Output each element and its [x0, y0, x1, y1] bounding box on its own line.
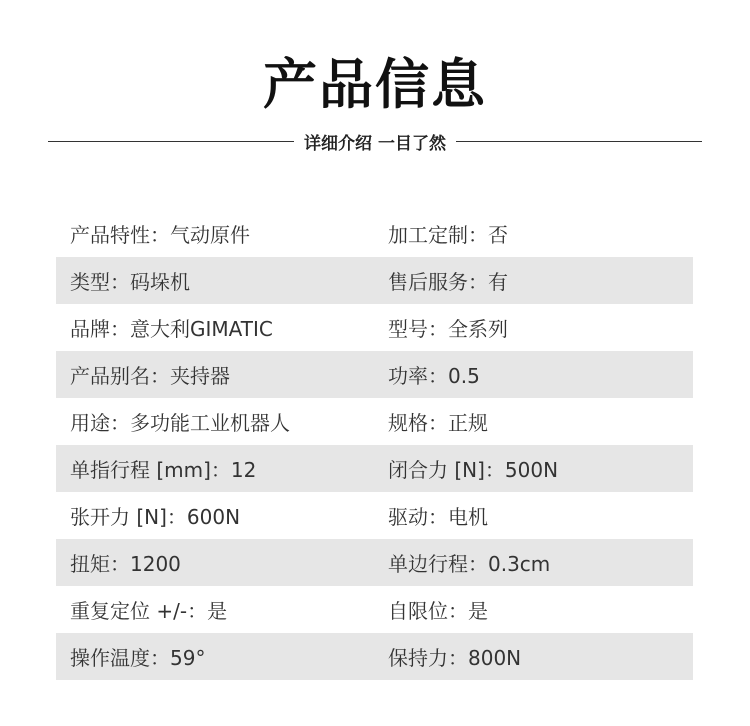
- spec-cell-right: 自限位：是: [388, 599, 488, 623]
- spec-cell-left: 扭矩：1200: [70, 552, 181, 576]
- spec-row: [56, 586, 693, 633]
- spec-row: [56, 351, 693, 398]
- spec-cell-left: 品牌：意大利GIMATIC: [70, 317, 273, 341]
- spec-cell-right: 单边行程：0.3cm: [388, 552, 551, 576]
- spec-row: [56, 257, 693, 304]
- spec-cell-left: 重复定位 +/-：是: [70, 599, 228, 623]
- page-title: 产品信息: [263, 53, 487, 116]
- divider-right: [456, 141, 702, 142]
- spec-cell-right: 保持力：800N: [388, 646, 522, 670]
- spec-row: [56, 210, 693, 257]
- divider-left: [48, 141, 294, 142]
- spec-row: [56, 539, 693, 586]
- spec-cell-right: 功率：0.5: [388, 364, 480, 388]
- spec-cell-right: 加工定制：否: [388, 223, 508, 247]
- spec-cell-right: 闭合力 [N]：500N: [388, 458, 559, 482]
- spec-table: [56, 210, 693, 680]
- subtitle-row: [48, 128, 702, 154]
- spec-cell-left: 产品别名：夹持器: [70, 364, 230, 388]
- spec-cell-left: 类型：码垛机: [70, 270, 190, 294]
- spec-cell-right: 规格：正规: [388, 411, 488, 435]
- spec-row: [56, 398, 693, 445]
- spec-cell-right: 售后服务：有: [388, 270, 508, 294]
- spec-cell-right: 驱动：电机: [388, 505, 488, 529]
- spec-row: [56, 492, 693, 539]
- spec-cell-left: 张开力 [N]：600N: [70, 505, 241, 529]
- spec-row: [56, 304, 693, 351]
- spec-row: [56, 445, 693, 492]
- page-subtitle: 详细介绍 一目了然: [304, 133, 446, 154]
- spec-cell-left: 操作温度：59°: [70, 646, 206, 670]
- spec-cell-left: 用途：多功能工业机器人: [70, 411, 290, 435]
- spec-cell-left: 产品特性：气动原件: [70, 223, 250, 247]
- spec-row: [56, 633, 693, 680]
- spec-cell-right: 型号：全系列: [388, 317, 508, 341]
- spec-cell-left: 单指行程 [mm]：12: [70, 458, 257, 482]
